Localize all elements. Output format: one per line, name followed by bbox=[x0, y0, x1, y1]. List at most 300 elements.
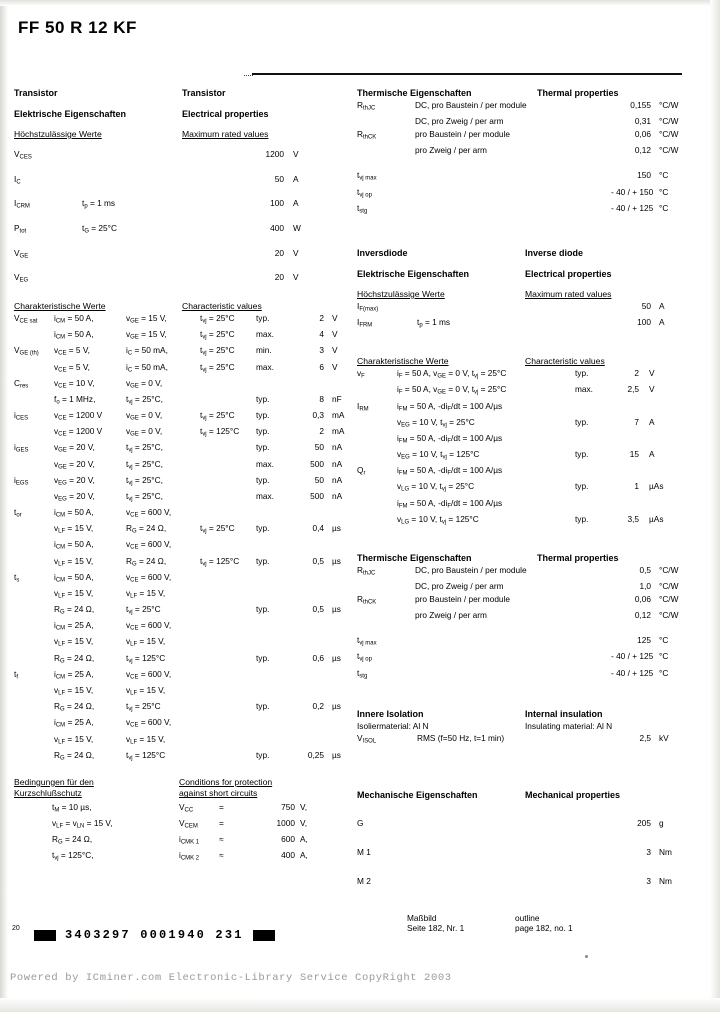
characteristic-condition-2: $t_{vj} = 25^\circ C$, bbox=[126, 474, 163, 487]
diode-characteristic-qualifier: typ. bbox=[575, 368, 589, 379]
characteristic-condition-1: $v_{GE} = 20$ V, bbox=[54, 442, 95, 455]
diode-characteristic-qualifier: typ. bbox=[575, 449, 589, 460]
thermal-row bbox=[357, 593, 707, 609]
characteristic-value: 2 bbox=[319, 426, 324, 437]
characteristic-unit: V bbox=[332, 329, 338, 340]
max-rated-symbol: $V_{GE}$ bbox=[14, 247, 29, 260]
footer-copyright: Powered by ICminer.com Electronic-Library Service CopyRight 2003 bbox=[10, 972, 452, 984]
characteristic-row bbox=[14, 474, 344, 490]
characteristic-qualifier: typ. bbox=[256, 393, 270, 404]
diode-characteristic-condition: $v_{LG} = 10$ V, $t_{vj} = 125^\circ C$ bbox=[397, 513, 479, 526]
diode-characteristic-condition: $i_F = 50$ A, $v_{GE} = 0$ V, $t_{vj} = 25^\circ C$ bbox=[397, 368, 507, 380]
characteristic-condition-2: $t_{vj} = 25^\circ C$, bbox=[126, 458, 163, 471]
temperature-value: - 40 / + 150 bbox=[611, 186, 654, 197]
temperature-symbol: $t_{vj max}$ bbox=[357, 635, 377, 647]
transistor-heading-en: Transistor bbox=[182, 88, 226, 98]
characteristic-condition-1: $v_{LF} = 15$ V, bbox=[54, 636, 94, 649]
max-rated-value: 20 bbox=[274, 272, 284, 283]
mechanical-row bbox=[357, 817, 707, 829]
thermal-row bbox=[357, 580, 707, 593]
thermal-value: 0,31 bbox=[634, 116, 651, 127]
characteristic-condition-2: $v_{GE} = 15$ V, bbox=[126, 313, 167, 325]
short-circuit-value: 400 bbox=[281, 850, 295, 861]
characteristic-condition-3: $t_{vj} = 125^\circ C$ bbox=[200, 555, 240, 568]
characteristic-qualifier: typ. bbox=[256, 442, 270, 453]
mechanical-unit: Nm bbox=[659, 876, 672, 887]
max-rated-unit: W bbox=[293, 223, 301, 234]
transistor-characteristic-table bbox=[14, 312, 344, 765]
electrical-properties-de: Elektrische Eigenschaften bbox=[14, 109, 127, 119]
diode-characteristic-condition: $v_{EG} = 10$ V, $t_{vj} = 125^\circ C$ bbox=[397, 449, 480, 461]
characteristic-condition-2: $v_{CE} = 600$ V, bbox=[126, 717, 172, 729]
short-circuit-title-de-1: Bedingungen für den bbox=[14, 776, 94, 787]
characteristic-row bbox=[14, 652, 344, 668]
characteristic-value: 0,2 bbox=[312, 701, 324, 712]
insulation-material-en: Insulating material: Al N bbox=[525, 720, 613, 731]
diode-max-rated-row bbox=[357, 300, 707, 316]
barcode-digits: 3403297 0001940 231 bbox=[65, 928, 244, 942]
scan-edge-left bbox=[0, 0, 8, 1012]
thermal-value: 1,0 bbox=[639, 581, 651, 592]
characteristic-row bbox=[14, 555, 344, 571]
thermal-description: DC, pro Baustein / per module bbox=[415, 564, 527, 575]
diode-characteristic-en: Characteristic values bbox=[525, 356, 605, 367]
thermal-description: DC, pro Baustein / per module bbox=[415, 100, 527, 110]
temperature-row bbox=[357, 186, 707, 202]
mechanical-heading-de: Mechanische Eigenschaften bbox=[357, 790, 478, 801]
characteristic-unit: nA bbox=[332, 458, 343, 469]
mechanical-table bbox=[357, 817, 707, 887]
characteristic-unit: mA bbox=[332, 426, 345, 437]
characteristic-qualifier: typ. bbox=[256, 474, 270, 485]
short-circuit-condition-line: $v_{LF} = v_{LN} = 15$ V, bbox=[52, 818, 113, 830]
characteristic-row bbox=[14, 749, 344, 765]
temperature-unit: °C bbox=[659, 635, 669, 646]
max-rated-value: 1200 bbox=[265, 149, 284, 159]
scan-artifact-dot bbox=[585, 955, 588, 958]
characteristic-condition-2: $t_{vj} = 125^\circ C$ bbox=[126, 749, 166, 762]
characteristic-row bbox=[14, 635, 344, 651]
diode-characteristic-condition: $i_{FM} = 50$ A, $-di_F/dt = 100$ A/µs bbox=[397, 432, 503, 445]
transistor-heading bbox=[14, 88, 344, 98]
characteristic-unit: nF bbox=[332, 393, 342, 404]
diode-characteristic-unit: A bbox=[649, 449, 655, 460]
outline-reference-en bbox=[515, 913, 573, 933]
characteristic-condition-2: $t_{vj} = 25^\circ C$, bbox=[126, 490, 163, 503]
characteristic-row bbox=[14, 506, 344, 522]
diode-characteristic-row bbox=[357, 513, 707, 529]
thermal-value: 0,06 bbox=[634, 128, 651, 139]
characteristic-condition-2: $v_{GE} = 0$ V, bbox=[126, 426, 163, 438]
characteristic-unit: µs bbox=[332, 749, 341, 760]
thermal-unit: °C/W bbox=[659, 144, 679, 155]
diode-characteristic-unit: A bbox=[649, 416, 655, 427]
short-circuit-condition-line: $t_{vj} = 125^\circ C$, bbox=[52, 850, 94, 863]
diode-characteristic-condition: $i_{FM} = 50$ A, $-di_F/dt = 100$ A/µs bbox=[397, 465, 503, 477]
thermal-description: pro Baustein / per module bbox=[415, 128, 511, 139]
diode-characteristic-qualifier: typ. bbox=[575, 481, 589, 492]
characteristic-condition-2: $R_G = 24$ Ω, bbox=[126, 555, 167, 568]
max-rated-symbol: $V_{CES}$ bbox=[14, 149, 32, 161]
characteristic-condition-1: $i_{CM} = 50$ A, bbox=[54, 313, 94, 325]
characteristic-row bbox=[14, 425, 344, 441]
short-circuit-operator: = bbox=[219, 801, 224, 812]
insulation-material-row bbox=[357, 720, 707, 733]
outline-page-en: page 182, no. 1 bbox=[515, 923, 573, 934]
short-circuit-operator: = bbox=[219, 818, 224, 829]
insulation-value: 2,5 bbox=[639, 733, 651, 744]
mechanical-properties-heading bbox=[357, 790, 707, 800]
short-circuit-conditions-en bbox=[179, 777, 344, 866]
diode-characteristic-value: 2 bbox=[634, 368, 639, 379]
characteristic-condition-1: $R_G = 24$ Ω, bbox=[54, 604, 95, 616]
temperature-symbol: $t_{stg}$ bbox=[357, 667, 368, 680]
temperature-value: - 40 / + 125 bbox=[611, 651, 654, 662]
outline-label-de: Maßbild bbox=[407, 913, 437, 924]
diode-characteristic-condition: $v_{EG} = 10$ V, $t_{vj} = 25^\circ C$ bbox=[397, 416, 475, 429]
characteristic-row bbox=[14, 538, 344, 554]
characteristic-qualifier: typ. bbox=[256, 555, 270, 566]
short-circuit-unit: V, bbox=[300, 818, 308, 829]
characteristic-condition-2: $v_{CE} = 600$ V, bbox=[126, 571, 172, 584]
characteristic-condition-2: $t_{vj} = 125^\circ C$ bbox=[126, 652, 166, 665]
characteristic-row bbox=[14, 409, 344, 425]
max-rated-row bbox=[14, 222, 344, 238]
short-circuit-symbol: $i_{CMK 2}$ bbox=[179, 850, 200, 863]
max-rated-unit: V bbox=[293, 247, 299, 258]
characteristic-row bbox=[14, 393, 344, 409]
diode-characteristic-table bbox=[357, 367, 707, 529]
diode-characteristic-unit: µAs bbox=[649, 513, 664, 524]
characteristic-condition-1: $i_{CM} = 25$ A, bbox=[54, 668, 94, 681]
diode-max-value: 100 bbox=[637, 317, 651, 328]
inverse-diode-heading bbox=[357, 248, 707, 258]
max-rated-value: 400 bbox=[270, 223, 284, 234]
diode-characteristic-row bbox=[357, 383, 707, 399]
diode-thermal-table bbox=[357, 564, 707, 621]
characteristic-row bbox=[14, 344, 344, 360]
max-rated-row bbox=[14, 173, 344, 189]
thermal-unit: °C/W bbox=[659, 100, 679, 110]
characteristic-unit: V bbox=[332, 361, 338, 372]
characteristic-unit: µs bbox=[332, 701, 341, 712]
temperature-unit: °C bbox=[659, 667, 669, 678]
diode-characteristic-unit: V bbox=[649, 384, 655, 395]
mechanical-unit: Nm bbox=[659, 847, 672, 858]
characteristic-row bbox=[14, 361, 344, 377]
max-rated-row bbox=[14, 247, 344, 263]
characteristic-condition-2: $t_{vj} = 25^\circ C$ bbox=[126, 701, 161, 713]
short-circuit-unit: V, bbox=[300, 801, 308, 812]
max-rated-de: Höchstzulässige Werte bbox=[14, 129, 102, 139]
characteristic-unit: µs bbox=[332, 652, 341, 663]
characteristic-condition-2: $t_{vj} = 25^\circ C$, bbox=[126, 393, 163, 406]
temperature-symbol: $t_{vj op}$ bbox=[357, 651, 372, 664]
characteristic-condition-1: $v_{EG} = 20$ V, bbox=[54, 490, 95, 503]
thermal-row bbox=[357, 128, 707, 144]
diode-characteristic-value: 1 bbox=[634, 481, 639, 492]
thermal-row bbox=[357, 99, 707, 115]
outline-page-de: Seite 182, Nr. 1 bbox=[407, 923, 465, 934]
temperature-unit: °C bbox=[659, 170, 669, 181]
characteristic-condition-2: $v_{CE} = 600$ V, bbox=[126, 539, 172, 552]
temperature-value: - 40 / + 125 bbox=[611, 202, 654, 213]
max-rated-unit: A bbox=[293, 198, 299, 209]
characteristic-row bbox=[14, 668, 344, 684]
outline-reference-de bbox=[407, 913, 515, 933]
characteristic-unit: nA bbox=[332, 474, 343, 485]
characteristic-unit: mA bbox=[332, 410, 345, 421]
diode-characteristic-row bbox=[357, 448, 707, 464]
characteristic-condition-3: $t_{vj} = 25^\circ C$ bbox=[200, 313, 235, 325]
diode-electrical-en: Electrical properties bbox=[525, 268, 612, 279]
characteristic-condition-3: $t_{vj} = 25^\circ C$ bbox=[200, 523, 235, 535]
barcode-start-block bbox=[34, 930, 56, 941]
characteristic-qualifier: typ. bbox=[256, 652, 270, 663]
diode-characteristic-qualifier: typ. bbox=[575, 513, 589, 524]
transistor-thermal-heading-en: Thermal properties bbox=[537, 88, 619, 98]
insulation-heading-en: Internal insulation bbox=[525, 708, 603, 719]
characteristic-symbol: $i_{CES}$ bbox=[14, 410, 29, 422]
mechanical-unit: g bbox=[659, 818, 664, 829]
diode-characteristic-row bbox=[357, 400, 707, 416]
diode-characteristic-symbol: $I_{RM}$ bbox=[357, 400, 369, 413]
temperature-value: 150 bbox=[637, 170, 651, 181]
insulation-symbol: $V_{ISOL}$ bbox=[357, 733, 377, 745]
mechanical-symbol: M 1 bbox=[357, 847, 371, 858]
characteristic-condition-3: $t_{vj} = 125^\circ C$ bbox=[200, 426, 240, 438]
max-rated-condition: $t_G = 25^\circ C$ bbox=[82, 223, 117, 235]
characteristic-qualifier: typ. bbox=[256, 701, 270, 712]
temperature-unit: °C bbox=[659, 202, 669, 213]
characteristic-row bbox=[14, 716, 344, 732]
diode-characteristic-unit: µAs bbox=[649, 481, 664, 492]
characteristic-condition-2: $v_{GE} = 15$ V, bbox=[126, 329, 167, 341]
characteristic-row bbox=[14, 684, 344, 700]
short-circuit-conditions-de bbox=[14, 777, 179, 866]
characteristic-row bbox=[14, 458, 344, 474]
thermal-unit: °C/W bbox=[659, 593, 679, 604]
diode-thermal-heading bbox=[357, 553, 707, 563]
diode-max-symbol: $I_{F(max)}$ bbox=[357, 300, 379, 313]
characteristic-qualifier: typ. bbox=[256, 523, 270, 534]
characteristic-condition-3: $t_{vj} = 25^\circ C$ bbox=[200, 410, 235, 422]
characteristic-row bbox=[14, 312, 344, 328]
diode-characteristic-row bbox=[357, 432, 707, 448]
characteristic-row bbox=[14, 619, 344, 635]
characteristic-condition-1: $R_G = 24$ Ω, bbox=[54, 749, 95, 762]
short-circuit-title-de-2: Kurzschlußschutz bbox=[14, 788, 82, 799]
diode-characteristic-condition: $i_{FM} = 50$ A, $-di_F/dt = 100$ A/µs bbox=[397, 497, 503, 510]
thermal-row bbox=[357, 609, 707, 622]
header-rule-dots bbox=[244, 75, 253, 77]
right-column bbox=[357, 88, 707, 933]
max-rated-row bbox=[14, 148, 344, 164]
thermal-value: 0,5 bbox=[639, 564, 651, 575]
characteristic-unit: nA bbox=[332, 490, 343, 501]
characteristic-condition-1: $i_{CM} = 25$ A, bbox=[54, 620, 94, 632]
max-rated-value: 20 bbox=[274, 247, 284, 258]
characteristic-condition-3: $t_{vj} = 25^\circ C$ bbox=[200, 361, 235, 374]
characteristic-row bbox=[14, 522, 344, 538]
thermal-value: 0,12 bbox=[634, 144, 651, 155]
insulation-voltage-row bbox=[357, 732, 707, 748]
characteristic-en: Characteristic values bbox=[182, 301, 262, 312]
diode-temperature-table bbox=[357, 634, 707, 683]
thermal-description: DC, pro Zweig / per arm bbox=[415, 116, 504, 127]
thermal-unit: °C/W bbox=[659, 128, 679, 139]
characteristic-qualifier: typ. bbox=[256, 604, 270, 615]
short-circuit-block bbox=[14, 777, 344, 866]
characteristic-condition-1: $R_G = 24$ Ω, bbox=[54, 701, 95, 713]
thermal-value: 0,12 bbox=[634, 609, 651, 620]
scan-edge-bottom bbox=[0, 998, 720, 1012]
characteristic-condition-1: $v_{CE} = 10$ V, bbox=[54, 377, 95, 390]
characteristic-qualifier: min. bbox=[256, 345, 272, 356]
mechanical-symbol: G bbox=[357, 818, 364, 829]
diode-thermal-heading-de: Thermische Eigenschaften bbox=[357, 552, 472, 563]
scan-edge-right bbox=[710, 0, 720, 1012]
characteristic-unit: V bbox=[332, 345, 338, 356]
characteristic-condition-3: $t_{vj} = 25^\circ C$ bbox=[200, 345, 235, 358]
characteristic-qualifier: max. bbox=[256, 329, 274, 340]
short-circuit-title-en-1: Conditions for protection bbox=[179, 776, 273, 787]
characteristic-row bbox=[14, 377, 344, 393]
thermal-symbol: $R_{thCK}$ bbox=[357, 593, 377, 606]
characteristic-symbol: $i_{EGS}$ bbox=[14, 474, 29, 487]
characteristic-value: 500 bbox=[310, 490, 324, 501]
diode-characteristic-symbol: $v_F$ bbox=[357, 368, 365, 380]
mechanical-symbol: M 2 bbox=[357, 876, 371, 887]
characteristic-row bbox=[14, 603, 344, 619]
characteristic-value: 6 bbox=[319, 361, 324, 372]
mechanical-value: 3 bbox=[646, 847, 651, 858]
characteristic-qualifier: typ. bbox=[256, 426, 270, 437]
max-rated-value: 100 bbox=[270, 198, 284, 209]
thermal-value: 0,155 bbox=[630, 100, 651, 110]
short-circuit-value: 600 bbox=[281, 834, 295, 845]
short-circuit-condition-line: $t_M = 10$ µs, bbox=[52, 801, 92, 814]
temperature-row bbox=[357, 634, 707, 650]
transistor-thermal-table bbox=[357, 99, 707, 156]
temperature-row bbox=[357, 202, 707, 218]
characteristic-qualifier: max. bbox=[256, 458, 274, 469]
characteristic-qualifier: typ. bbox=[256, 749, 270, 760]
temperature-value: 125 bbox=[637, 635, 651, 646]
diode-characteristic-row bbox=[357, 367, 707, 383]
mechanical-value: 205 bbox=[637, 818, 651, 829]
characteristic-row bbox=[14, 490, 344, 506]
short-circuit-symbol: $V_{CC}$ bbox=[179, 801, 194, 814]
characteristic-unit: µs bbox=[332, 604, 341, 615]
diode-max-value: 50 bbox=[641, 300, 651, 311]
temperature-row bbox=[357, 650, 707, 666]
characteristic-condition-1: $v_{GE} = 20$ V, bbox=[54, 458, 95, 471]
characteristic-row bbox=[14, 733, 344, 749]
transistor-max-rated-subheading bbox=[14, 129, 344, 139]
diode-characteristic-row bbox=[357, 416, 707, 432]
characteristic-de: Charakteristische Werte bbox=[14, 301, 106, 312]
mechanical-row bbox=[357, 846, 707, 858]
characteristic-condition-1: $i_{CM} = 50$ A, bbox=[54, 329, 94, 341]
characteristic-condition-2: $i_C = 50$ mA, bbox=[126, 361, 168, 374]
characteristic-qualifier: max. bbox=[256, 361, 274, 372]
characteristic-condition-1: $v_{LF} = 15$ V, bbox=[54, 523, 94, 535]
temperature-unit: °C bbox=[659, 651, 669, 662]
barcode bbox=[34, 928, 275, 942]
short-circuit-value-row bbox=[179, 833, 344, 849]
characteristic-condition-2: $v_{LF} = 15$ V, bbox=[126, 684, 166, 697]
temperature-symbol: $t_{vj max}$ bbox=[357, 170, 377, 183]
max-rated-row bbox=[14, 271, 344, 287]
diode-characteristic-subheading bbox=[357, 356, 707, 366]
short-circuit-operator: ≈ bbox=[219, 834, 224, 845]
characteristic-condition-1: $i_{CM} = 50$ A, bbox=[54, 539, 94, 552]
characteristic-condition-1: $v_{EG} = 20$ V, bbox=[54, 474, 95, 487]
short-circuit-symbol: $V_{CEM}$ bbox=[179, 818, 198, 830]
characteristic-unit: nA bbox=[332, 442, 343, 453]
diode-characteristic-condition: $v_{LG} = 10$ V, $t_{vj} = 25^\circ C$ bbox=[397, 481, 475, 494]
characteristic-symbol: $C_{res}$ bbox=[14, 377, 29, 390]
characteristic-condition-1: $i_{CM} = 50$ A, bbox=[54, 571, 94, 584]
characteristic-condition-1: $v_{CE} = 5$ V, bbox=[54, 345, 90, 358]
characteristic-condition-2: $v_{LF} = 15$ V, bbox=[126, 733, 166, 746]
transistor-max-rated-table bbox=[14, 148, 344, 287]
characteristic-condition-1: $i_{CM} = 25$ A, bbox=[54, 717, 94, 729]
temperature-row bbox=[357, 169, 707, 185]
characteristic-condition-2: $v_{CE} = 600$ V, bbox=[126, 668, 172, 681]
diode-max-condition: $t_p = 1$ ms bbox=[417, 317, 451, 329]
diode-characteristic-condition: $i_{FM} = 50$ A, $-di_F/dt = 100$ A/µs bbox=[397, 400, 503, 413]
characteristic-condition-1: $R_G = 24$ Ω, bbox=[54, 652, 95, 665]
characteristic-symbol: $i_{GES}$ bbox=[14, 442, 29, 455]
diode-max-rated-de: Höchstzulässige Werte bbox=[357, 288, 445, 299]
short-circuit-value: 750 bbox=[281, 801, 295, 812]
diode-characteristic-row bbox=[357, 464, 707, 480]
insulation-unit: kV bbox=[659, 733, 669, 744]
transistor-thermal-heading bbox=[357, 88, 707, 98]
characteristic-value: 0,5 bbox=[312, 555, 324, 566]
thermal-symbol: $R_{thJC}$ bbox=[357, 564, 376, 577]
thermal-row bbox=[357, 144, 707, 157]
max-rated-unit: V bbox=[293, 149, 299, 159]
characteristic-value: 0,4 bbox=[312, 523, 324, 534]
thermal-symbol: $R_{thCK}$ bbox=[357, 128, 377, 141]
short-circuit-title-en-2: against short circuits bbox=[179, 788, 258, 799]
characteristic-value: 0,25 bbox=[307, 749, 324, 760]
transistor-thermal-heading-de: Thermische Eigenschaften bbox=[357, 88, 472, 98]
outline-label-en: outline bbox=[515, 913, 540, 924]
thermal-description: pro Zweig / per arm bbox=[415, 609, 487, 620]
characteristic-condition-2: $R_G = 24$ Ω, bbox=[126, 523, 167, 535]
characteristic-condition-2: $v_{CE} = 600$ V, bbox=[126, 507, 172, 519]
characteristic-condition-1: $v_{LF} = 15$ V, bbox=[54, 684, 94, 697]
thermal-value: 0,06 bbox=[634, 593, 651, 604]
max-rated-unit: A bbox=[293, 173, 299, 184]
characteristic-qualifier: typ. bbox=[256, 410, 270, 421]
characteristic-unit: V bbox=[332, 313, 338, 324]
diode-characteristic-qualifier: max. bbox=[575, 384, 593, 395]
characteristic-symbol: $t_{or}$ bbox=[14, 507, 22, 519]
short-circuit-right-values bbox=[179, 801, 344, 866]
characteristic-condition-1: $i_{CM} = 50$ A, bbox=[54, 507, 94, 519]
insulation-test-condition: RMS (f=50 Hz, t=1 min) bbox=[417, 733, 505, 744]
diode-characteristic-value: 15 bbox=[629, 449, 639, 460]
thermal-description: pro Baustein / per module bbox=[415, 593, 511, 604]
diode-max-unit: A bbox=[659, 317, 665, 328]
characteristic-row bbox=[14, 700, 344, 716]
characteristic-row bbox=[14, 571, 344, 587]
